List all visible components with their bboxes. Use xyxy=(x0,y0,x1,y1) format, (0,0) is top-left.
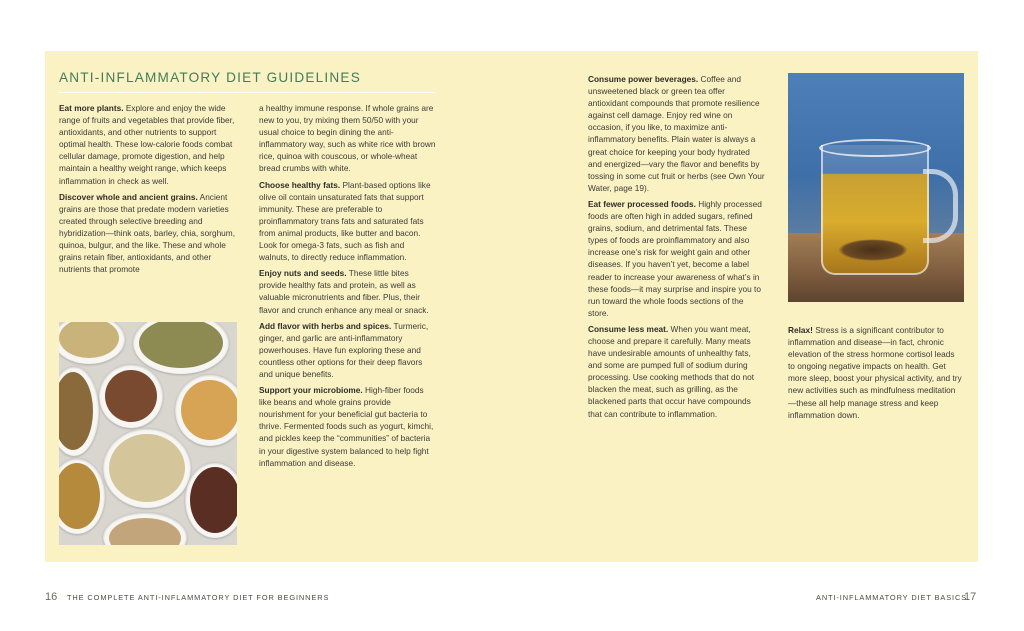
column-2 xyxy=(259,102,437,473)
column-4 xyxy=(788,324,963,425)
section-text: Stress is a significant contributor to inflammation and disease—in fact, chronic elevation of the stress hormone cortisol leads to ongoing negative impacts on health. Get more sleep, boost your physical activity, and try new activities such as mindfulness meditation—these all help manage stress and keep inflammation down. xyxy=(788,325,962,420)
section-text-continued: a healthy immune response. If whole grains are new to you, try mixing them 50/50 with your usual choice to begin dining the anti-inflammatory way, such as white rice with brown rice, quinoa with couscous, or whole-wheat bread crumbs with white. xyxy=(259,103,436,174)
section-heading: Consume power beverages. xyxy=(588,74,699,84)
section-text: Ancient grains are those that predate modern varieties created through selective breeding and hybridization—think oats, barley, chia, sorghum, quinoa, bulgur, and the like. These and whole grains retain fiber, antioxidants, and other nutrients that promote xyxy=(59,191,236,275)
glass-handle xyxy=(923,169,958,243)
section-text: Highly processed foods are often high in added sugars, refined grains, sodium, and detrimental fats. These types of foods are proinflammatory and also increase one’s risk for weight gain and other diseases. If you haven’t yet, become a label reader to increase your awareness of what’s in these foods—it may surprise and inspire you to run toward the whole foods sections of the store. xyxy=(588,198,762,318)
bowl xyxy=(185,462,237,538)
section-heading: Eat more plants. xyxy=(59,103,124,113)
section-heading: Consume less meat. xyxy=(588,323,669,334)
section-heading: Relax! xyxy=(788,325,813,335)
grain-bowls-photo xyxy=(59,322,237,545)
section-whole-grains xyxy=(59,191,237,276)
section-less-meat xyxy=(588,323,766,420)
tea-leaves xyxy=(838,239,908,261)
tea-glass-photo xyxy=(788,73,964,302)
page-number-left: 16 xyxy=(45,591,58,603)
bowl xyxy=(59,322,125,364)
section-healthy-fats xyxy=(259,179,437,264)
section-heading: Support your microbiome. xyxy=(259,385,363,396)
section-heading: Enjoy nuts and seeds. xyxy=(259,268,347,279)
section-text: Coffee and unsweetened black or green tea offer antioxidant compounds that promote resilience against cell damage. Enjoy red wine on occasion, if you like, to maximize anti-inflammatory benefits. Plain water is always a great choice for keeping your body hydrated and energized—vary the flavor and benefits by tossing in some cut fruit or herbs (see Own Your Water, page 19). xyxy=(588,74,765,193)
section-text: Plant-based options like olive oil contain unsaturated fats that support immunity. These are preferable to proinflammatory trans fats and saturated fats from animal products, like butter and bacon. Look for omega-3 fats, such as fish and walnuts, to directly reduce inflammation. xyxy=(259,179,431,263)
page-number-right: 17 xyxy=(964,591,977,603)
bowl xyxy=(59,458,105,534)
section-processed-foods xyxy=(588,198,766,319)
section-text: When you want meat, choose and prepare it carefully. Many meats have undesirable amounts of unhealthy fats, and some are pumped full of sodium during processing. Use cooking methods that do not blacken the meat, such as grilling, as the blackened parts that occur have compounds that can contribute to inflammation. xyxy=(588,323,755,419)
section-heading: Add flavor with herbs and spices. xyxy=(259,320,392,331)
bowl xyxy=(103,428,191,508)
section-text: Turmeric, ginger, and garlic are anti-inflammatory powerhouses. Have fun exploring these and countless other options for their deep flavors and unique benefits. xyxy=(259,320,429,379)
section-heading: Choose healthy fats. xyxy=(259,179,341,190)
bowl xyxy=(103,512,187,545)
column-1 xyxy=(59,102,237,279)
running-title-right: ANTI-INFLAMMATORY DIET BASICS xyxy=(816,593,968,602)
page-title: ANTI-INFLAMMATORY DIET GUIDELINES xyxy=(59,70,435,93)
bowl xyxy=(59,366,99,456)
section-microbiome xyxy=(259,384,437,469)
section-text: High-fiber foods like beans and whole grains provide nourishment for your beneficial gut bacteria to thrive. Fermented foods such as yogurt, kimchi, and pickles keep the “communities” of bacteria in your digestive system balanced to help fight inflammation and disease. xyxy=(259,385,434,468)
running-title-left: THE COMPLETE ANTI-INFLAMMATORY DIET FOR BEGINNERS xyxy=(67,593,330,602)
bowl xyxy=(133,322,229,374)
section-heading: Discover whole and ancient grains. xyxy=(59,191,198,202)
section-power-beverages xyxy=(588,73,766,194)
bowl xyxy=(175,374,237,446)
column-3 xyxy=(588,73,766,424)
glass-rim xyxy=(819,139,931,157)
section-text: Explore and enjoy the wide range of fruits and vegetables that provide fiber, antioxidants, and other nutrients to support optimal health. These low-calorie foods combat cellular damage, promote digestion, and help maintain a healthy weight range, which keeps inflammation in check as well. xyxy=(59,103,235,186)
section-relax xyxy=(788,324,963,421)
section-eat-more-plants xyxy=(59,102,237,187)
section-text: These little bites provide healthy fats and protein, as well as valuable micronutrients and fiber. Plus, their flavor and crunch enhance any meal or snack. xyxy=(259,268,429,315)
section-heading: Eat fewer processed foods. xyxy=(588,198,696,209)
bowl xyxy=(99,364,163,428)
section-nuts-seeds xyxy=(259,267,437,315)
section-herbs-spices xyxy=(259,320,437,380)
